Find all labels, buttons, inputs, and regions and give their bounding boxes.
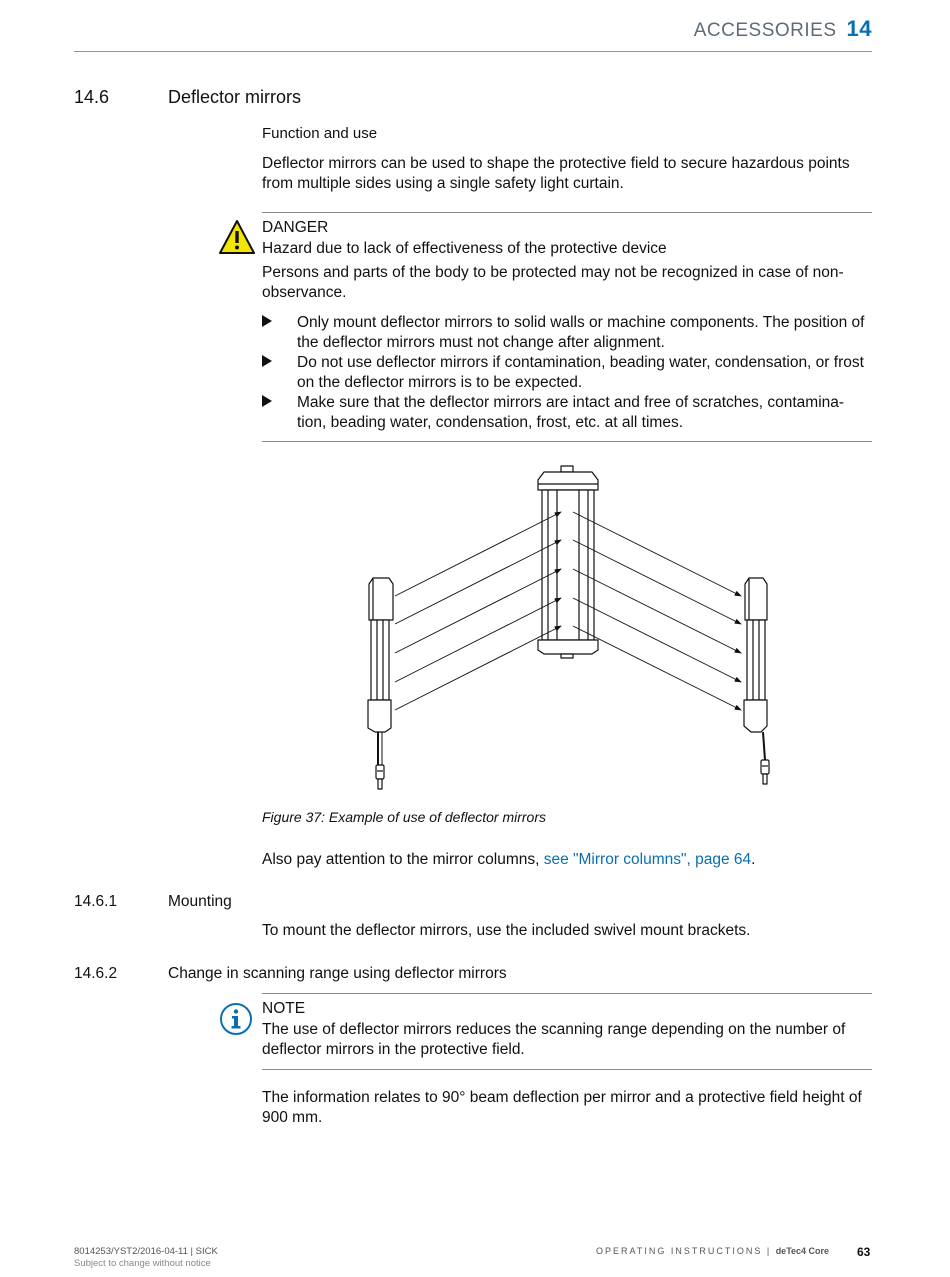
figure-caption: Figure 37: Example of use of deflector mirrors xyxy=(262,809,547,825)
danger-subtitle: Hazard due to lack of effectiveness of the protective device xyxy=(262,240,667,257)
bullet-text: Only mount deflector mirrors to solid walls or machine components. The position of the deflector mirrors must not change after alignment. xyxy=(297,314,865,351)
bullet-triangle-icon xyxy=(262,355,272,367)
subsection-title: Change in scanning range using deflector mirrors xyxy=(168,965,507,982)
note-title: NOTE xyxy=(262,1000,306,1017)
footer-disclaimer: Subject to change without notice xyxy=(74,1258,211,1269)
subsection-number: 14.6.1 xyxy=(74,893,118,910)
note-bottom-rule xyxy=(262,1069,872,1070)
header-divider xyxy=(74,51,872,52)
warning-triangle-icon xyxy=(218,219,256,255)
info-icon xyxy=(219,1002,253,1036)
chapter-number: 14 xyxy=(846,16,872,41)
note-text: The use of deflector mirrors reduces the scanning range depending on the number of deflector mirrors in the protective field. xyxy=(262,1021,846,1058)
page-number: 63 xyxy=(857,1245,871,1259)
deflector-mirrors-figure xyxy=(355,460,785,795)
footer-doc-type: OPERATING INSTRUCTIONS | xyxy=(596,1246,776,1256)
danger-body: Persons and parts of the body to be protected may not be recognized in case of non-observance. xyxy=(262,264,844,301)
see-also-suffix: . xyxy=(751,851,756,868)
note-top-rule xyxy=(262,993,872,994)
bullet-text: Do not use deflector mirrors if contamination, beading water, condensation, or frost on the deflector mirrors is to be expected. xyxy=(297,354,864,391)
bullet-triangle-icon xyxy=(262,315,272,327)
bullet-text: Make sure that the deflector mirrors are intact and free of scratches, contamina-tion, beading water, condensation, frost, etc. at all times. xyxy=(297,394,845,431)
footer-left xyxy=(74,1246,218,1270)
intro-paragraph: Deflector mirrors can be used to shape the protective field to secure hazardous points from multiple sides using a single safety light curtain. xyxy=(262,155,850,192)
footer-product: deTec4 Core xyxy=(775,1246,830,1256)
subsection-number: 14.6.2 xyxy=(74,965,118,982)
subsection-title: Mounting xyxy=(168,893,232,910)
danger-title: DANGER xyxy=(262,219,329,236)
section-title: Deflector mirrors xyxy=(168,87,302,107)
danger-top-rule xyxy=(262,212,872,213)
mounting-paragraph: To mount the deflector mirrors, use the included swivel mount brackets. xyxy=(262,922,751,939)
footer-center xyxy=(596,1246,829,1256)
section-number: 14.6 xyxy=(74,87,110,107)
see-also-paragraph xyxy=(262,850,874,870)
see-also-prefix: Also pay attention to the mirror columns, xyxy=(262,851,544,868)
subheading: Function and use xyxy=(262,125,378,142)
chapter-title: ACCESSORIES xyxy=(693,20,837,41)
running-header xyxy=(694,16,872,42)
info-paragraph: The information relates to 90° beam deflection per mirror and a protective field height of 900 mm. xyxy=(262,1089,862,1126)
danger-bottom-rule xyxy=(262,441,872,442)
bullet-triangle-icon xyxy=(262,395,272,407)
mirror-columns-link[interactable]: see "Mirror columns", page 64 xyxy=(543,851,752,868)
footer-doc-id: 8014253/YST2/2016-04-11 | SICK xyxy=(74,1246,218,1257)
